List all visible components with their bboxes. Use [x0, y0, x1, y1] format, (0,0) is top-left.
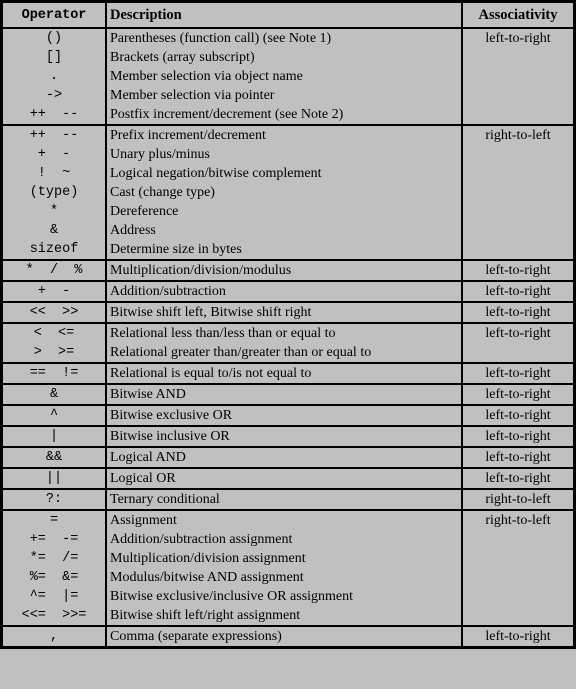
description-cell [106, 510, 462, 626]
operator-description: Bitwise inclusive OR [110, 429, 230, 444]
associativity-value: left-to-right [485, 31, 551, 46]
operator-description: Member selection via object name [110, 69, 303, 84]
table-row [2, 260, 574, 281]
associativity-cell [462, 28, 574, 125]
description-cell [106, 125, 462, 260]
associativity-value: left-to-right [485, 429, 551, 444]
operator-cell [2, 447, 106, 468]
operator-description: Bitwise exclusive OR [110, 408, 233, 423]
operator-description: Relational is equal to/is not equal to [110, 366, 312, 381]
operator-symbol: & [49, 223, 59, 238]
associativity-cell [462, 468, 574, 489]
operator-symbol: += -= [29, 532, 79, 547]
operator-description: Assignment [110, 513, 177, 528]
operator-description: Unary plus/minus [110, 147, 210, 162]
operator-symbol: ^= |= [29, 589, 79, 604]
description-cell [106, 489, 462, 510]
associativity-value: left-to-right [485, 629, 551, 644]
operator-description: Bitwise shift left/right assignment [110, 608, 301, 623]
operator-symbol: %= &= [29, 570, 79, 585]
header-operator: Operator [2, 2, 106, 28]
operator-cell [2, 468, 106, 489]
operator-description: Bitwise shift left, Bitwise shift right [110, 305, 312, 320]
operator-cell [2, 426, 106, 447]
operator-description: Dereference [110, 204, 179, 219]
operator-description: Logical OR [110, 471, 176, 486]
description-cell [106, 302, 462, 323]
operator-cell [2, 489, 106, 510]
description-cell [106, 28, 462, 125]
description-cell [106, 626, 462, 647]
operator-symbol: -> [45, 88, 63, 103]
operator-symbol: * [49, 204, 59, 219]
operator-cell [2, 260, 106, 281]
operator-description: Relational less than/less than or equal to [110, 326, 336, 341]
operator-cell [2, 323, 106, 363]
operator-symbol: ?: [45, 492, 63, 507]
operator-symbol: > >= [33, 345, 75, 360]
associativity-cell [462, 510, 574, 626]
associativity-value: left-to-right [485, 471, 551, 486]
operator-symbol: sizeof [29, 242, 79, 257]
table-row [2, 363, 574, 384]
operator-symbol: ++ -- [29, 128, 79, 143]
table-row [2, 426, 574, 447]
table-row [2, 468, 574, 489]
associativity-value: left-to-right [485, 387, 551, 402]
operator-description: Comma (separate expressions) [110, 629, 282, 644]
operator-description: Cast (change type) [110, 185, 215, 200]
associativity-value: right-to-left [485, 128, 551, 143]
table-row [2, 626, 574, 647]
associativity-cell [462, 281, 574, 302]
description-cell [106, 405, 462, 426]
associativity-value: right-to-left [485, 492, 551, 507]
operator-description: Ternary conditional [110, 492, 220, 507]
associativity-cell [462, 489, 574, 510]
associativity-cell [462, 302, 574, 323]
description-cell [106, 260, 462, 281]
associativity-value: left-to-right [485, 326, 551, 341]
operator-description: Address [110, 223, 156, 238]
operator-symbol: , [49, 629, 59, 644]
associativity-cell [462, 125, 574, 260]
operator-symbol: | [49, 429, 59, 444]
table-row [2, 510, 574, 626]
operator-description: Logical negation/bitwise complement [110, 166, 322, 181]
operator-symbol: ^ [49, 408, 59, 423]
operator-symbol: <<= >>= [21, 608, 87, 623]
table-row [2, 281, 574, 302]
operator-symbol: && [45, 450, 63, 465]
table-row [2, 28, 574, 125]
associativity-cell [462, 405, 574, 426]
operator-description: Prefix increment/decrement [110, 128, 266, 143]
table-row [2, 125, 574, 260]
table-row [2, 405, 574, 426]
associativity-value: right-to-left [485, 513, 551, 528]
associativity-value: left-to-right [485, 366, 551, 381]
description-cell [106, 384, 462, 405]
operator-description: Bitwise AND [110, 387, 186, 402]
header-description: Description [106, 2, 462, 28]
associativity-cell [462, 447, 574, 468]
operator-cell [2, 405, 106, 426]
description-cell [106, 426, 462, 447]
table-row [2, 384, 574, 405]
associativity-cell [462, 626, 574, 647]
header-associativity: Associativity [462, 2, 574, 28]
operator-description: Relational greater than/greater than or equal to [110, 345, 372, 360]
operator-symbol: < <= [33, 326, 75, 341]
associativity-value: left-to-right [485, 284, 551, 299]
operator-symbol: = [49, 513, 59, 528]
operator-symbol: () [45, 31, 63, 46]
table-row [2, 323, 574, 363]
operator-symbol: + - [37, 284, 71, 299]
operator-cell [2, 363, 106, 384]
operator-cell [2, 28, 106, 125]
description-cell [106, 323, 462, 363]
operator-description: Parentheses (function call) (see Note 1) [110, 31, 332, 46]
operator-description: Bitwise exclusive/inclusive OR assignment [110, 589, 354, 604]
operator-symbol: (type) [29, 185, 79, 200]
table-row [2, 489, 574, 510]
operator-description: Determine size in bytes [110, 242, 242, 257]
associativity-value: left-to-right [485, 263, 551, 278]
description-cell [106, 447, 462, 468]
associativity-value: left-to-right [485, 305, 551, 320]
operator-cell [2, 510, 106, 626]
associativity-cell [462, 323, 574, 363]
operator-symbol: & [49, 387, 59, 402]
operator-cell [2, 626, 106, 647]
operator-cell [2, 302, 106, 323]
associativity-cell [462, 426, 574, 447]
operator-symbol: || [45, 471, 63, 486]
table-row [2, 302, 574, 323]
operator-description: Multiplication/division assignment [110, 551, 306, 566]
operator-symbol: == != [29, 366, 79, 381]
operator-symbol: *= /= [29, 551, 79, 566]
operator-description: Multiplication/division/modulus [110, 263, 292, 278]
table-body [2, 28, 574, 647]
operator-cell [2, 125, 106, 260]
associativity-cell [462, 260, 574, 281]
operator-description: Member selection via pointer [110, 88, 275, 103]
operator-symbol: . [49, 69, 59, 84]
associativity-value: left-to-right [485, 408, 551, 423]
operator-description: Brackets (array subscript) [110, 50, 255, 65]
operator-symbol: + - [37, 147, 71, 162]
operator-symbol: [] [45, 50, 63, 65]
operator-description: Logical AND [110, 450, 186, 465]
header-row [2, 2, 574, 28]
associativity-cell [462, 384, 574, 405]
description-cell [106, 281, 462, 302]
description-cell [106, 468, 462, 489]
operator-symbol: * / % [25, 263, 83, 278]
operator-description: Postfix increment/decrement (see Note 2) [110, 107, 344, 122]
operator-description: Addition/subtraction assignment [110, 532, 293, 547]
operator-symbol: << >> [29, 305, 79, 320]
table-row [2, 447, 574, 468]
associativity-value: left-to-right [485, 450, 551, 465]
operator-symbol: ++ -- [29, 107, 79, 122]
operator-description: Modulus/bitwise AND assignment [110, 570, 304, 585]
operator-symbol: ! ~ [37, 166, 71, 181]
operator-cell [2, 384, 106, 405]
operator-description: Addition/subtraction [110, 284, 226, 299]
associativity-cell [462, 363, 574, 384]
description-cell [106, 363, 462, 384]
operator-cell [2, 281, 106, 302]
